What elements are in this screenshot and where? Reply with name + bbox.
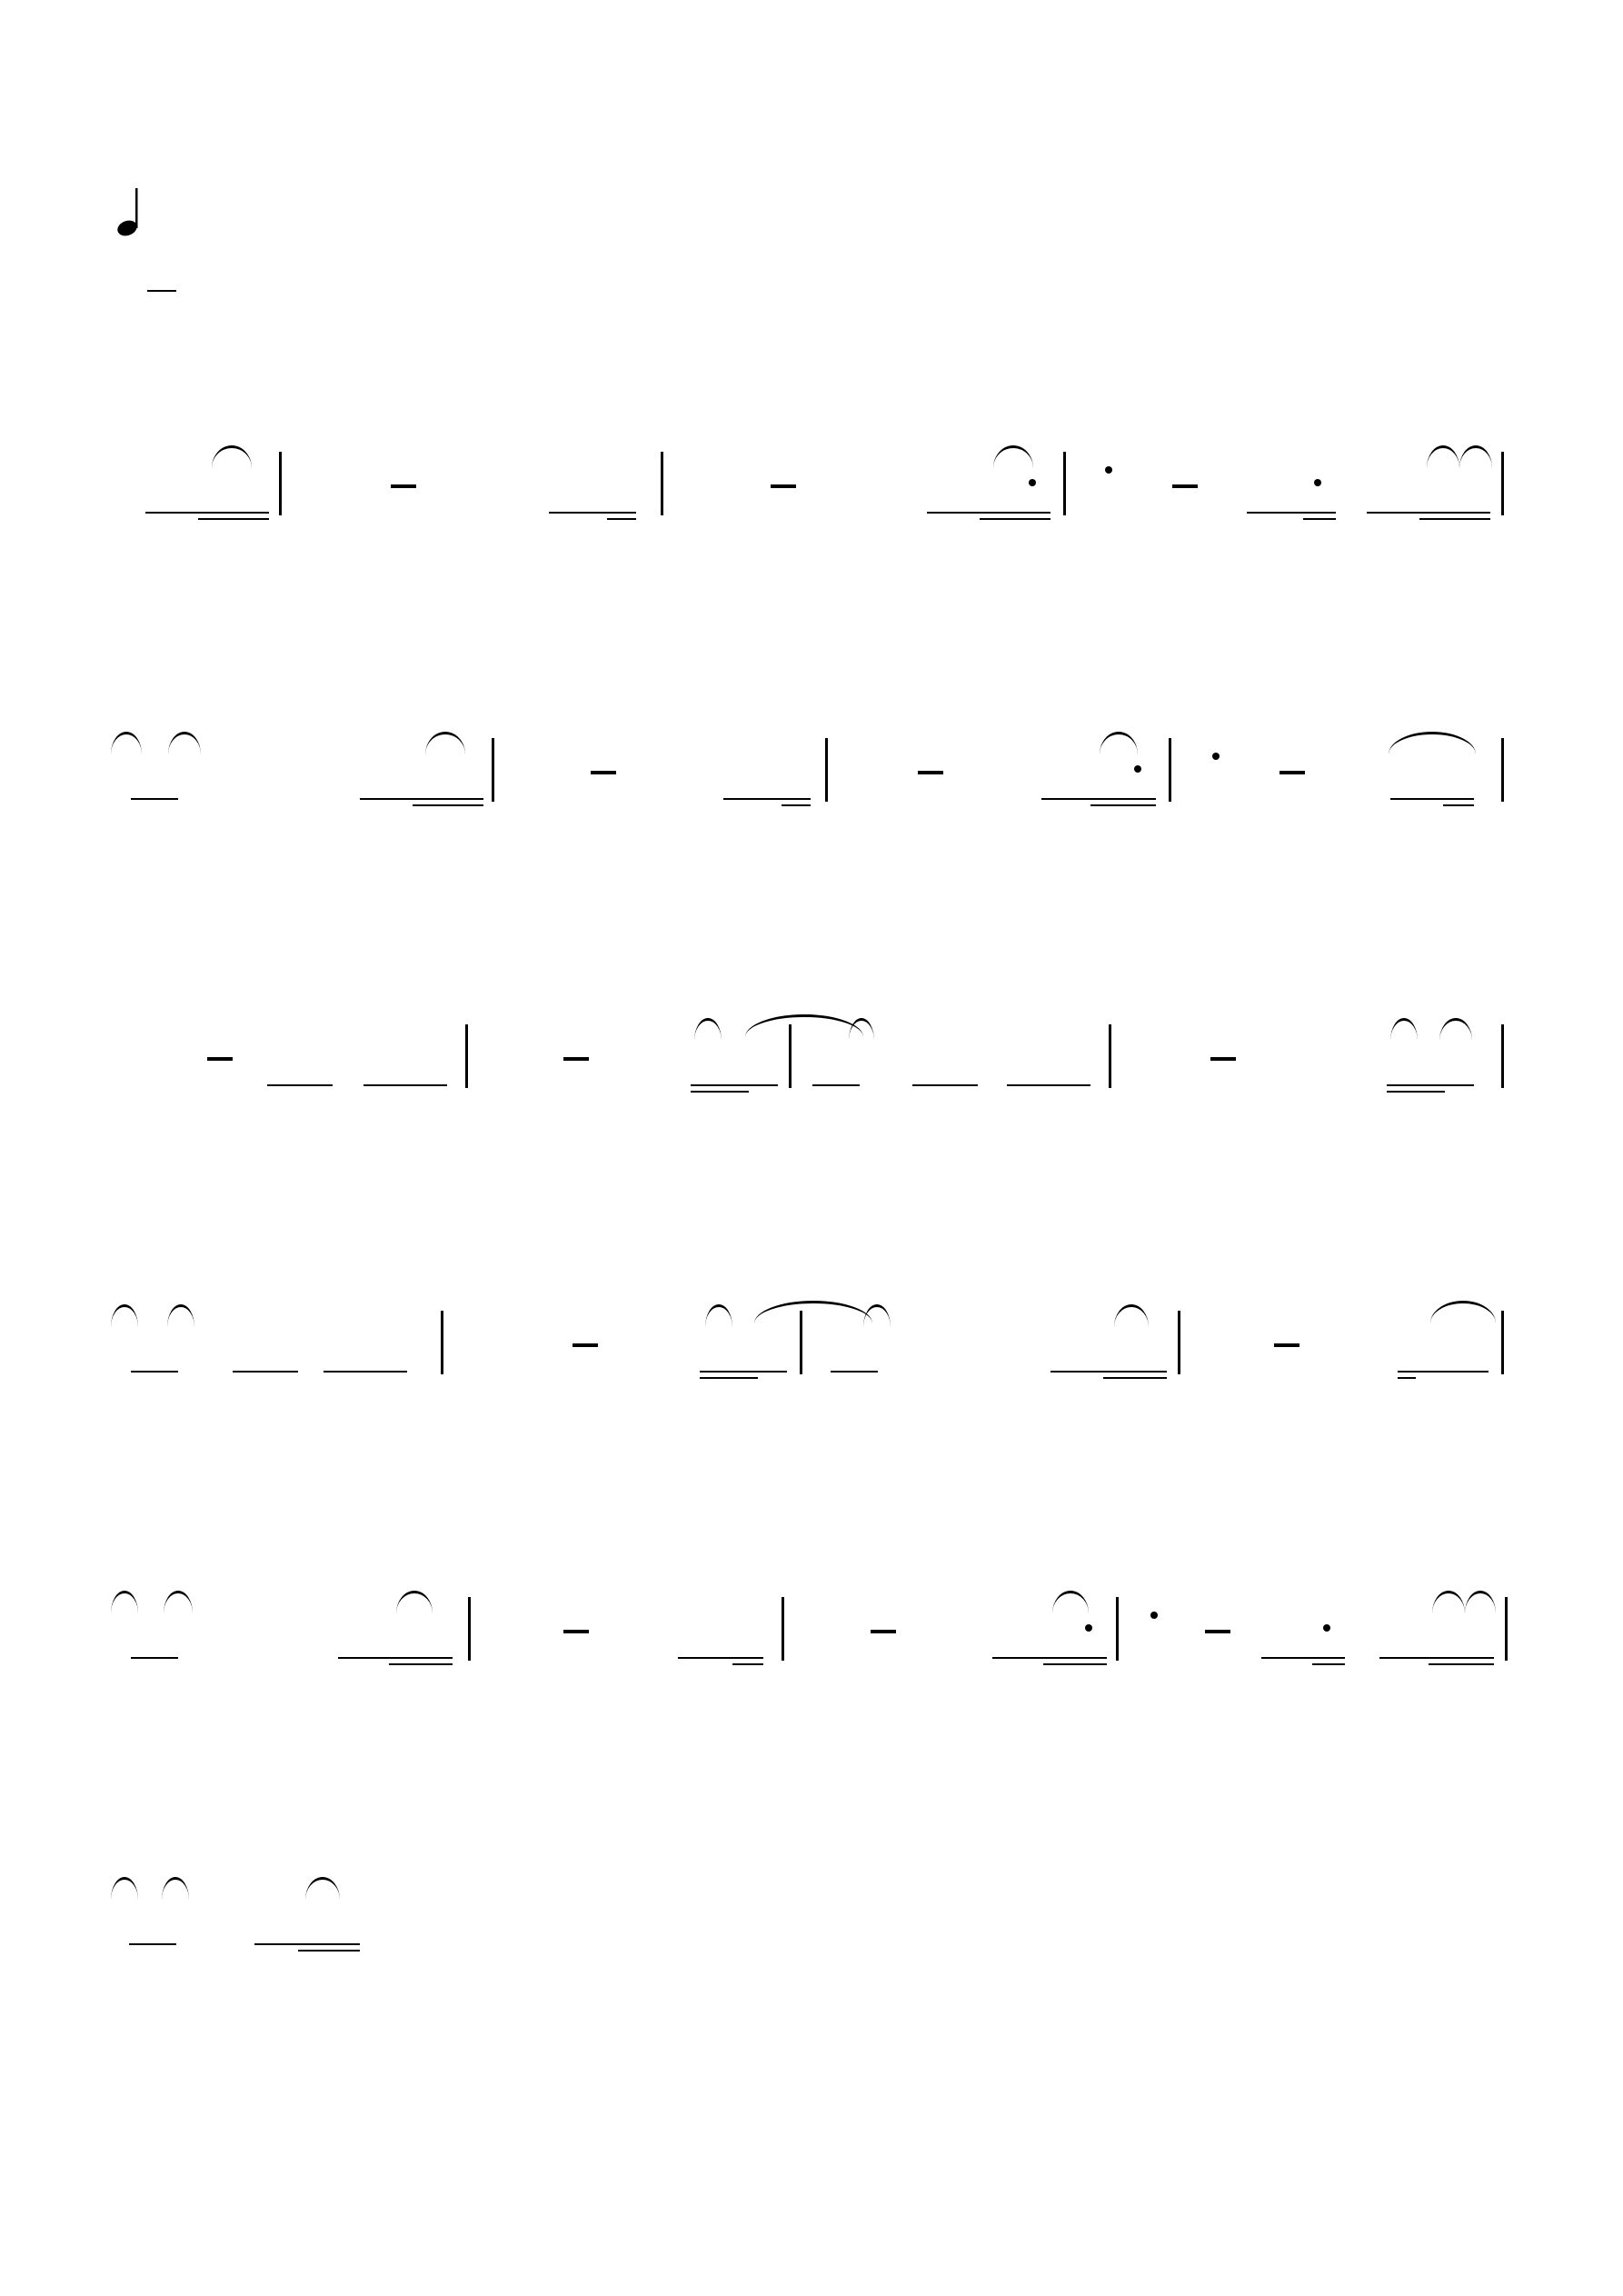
tempo-marking [116,186,153,237]
time-signature [147,289,176,293]
quarter-note-icon [116,186,144,237]
key-signature [107,289,176,293]
